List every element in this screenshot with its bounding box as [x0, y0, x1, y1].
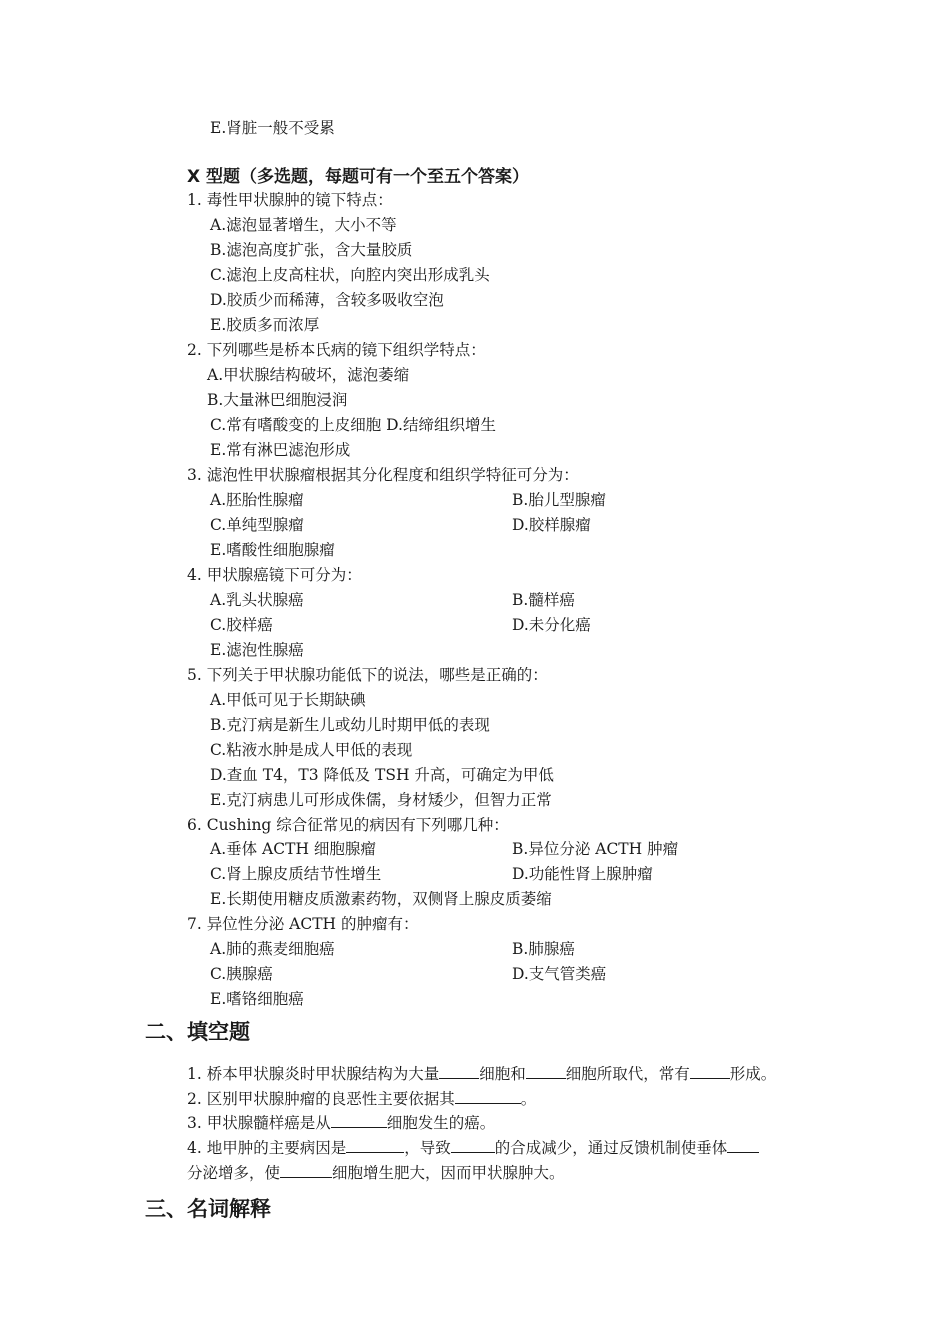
option-c: C.滤泡上皮高柱状，向腔内突出形成乳头	[210, 266, 490, 284]
option-e: E.克汀病患儿可形成侏儒，身材矮少，但智力正常	[210, 791, 552, 809]
fill-question-1: 1. 桥本甲状腺炎时甲状腺结构为大量 细胞和 细胞所取代，常有 形成。	[187, 1065, 777, 1083]
option-a: A.肺的燕麦细胞癌	[210, 940, 335, 958]
option-a: A.滤泡显著增生，大小不等	[210, 216, 397, 234]
option-b: B.髓样癌	[512, 591, 575, 609]
answer-blank[interactable]	[690, 1063, 730, 1079]
fill-question-2: 2. 区别甲状腺肿瘤的良恶性主要依据其 。	[187, 1090, 537, 1108]
answer-blank[interactable]	[331, 1112, 387, 1128]
section-title-term-definitions: 三、名词解释	[145, 1197, 271, 1221]
option-e: E.长期使用糖皮质激素药物，双侧肾上腺皮质萎缩	[210, 890, 552, 908]
option-b: B.大量淋巴细胞浸润	[207, 391, 348, 409]
option-d: D.功能性肾上腺肿瘤	[512, 865, 653, 883]
option-c: C.肾上腺皮质结节性增生	[210, 865, 382, 883]
question-3: 3. 滤泡性甲状腺瘤根据其分化程度和组织学特征可分为：	[187, 466, 579, 484]
option-a: A.垂体 ACTH 细胞腺瘤	[210, 840, 376, 858]
option-b: B.肺腺癌	[512, 940, 575, 958]
option-c-d: C.常有嗜酸变的上皮细胞 D.结缔组织增生	[210, 416, 496, 434]
option-e: E.嗜酸性细胞腺瘤	[210, 541, 335, 559]
option-d: D.支气管类癌	[512, 965, 607, 983]
option-b: B.克汀病是新生儿或幼儿时期甲低的表现	[210, 716, 490, 734]
fill-question-4: 4. 地甲肿的主要病因是 ，导致 的合成减少，通过反馈机制使垂体	[187, 1137, 759, 1158]
option-a: A.甲状腺结构破坏，滤泡萎缩	[207, 366, 410, 384]
option-a: A.甲低可见于长期缺碘	[210, 691, 366, 709]
section-title-fill-blank: 二、填空题	[145, 1020, 250, 1044]
x-type-heading: X 型题（多选题，每题可有一个至五个答案）	[187, 167, 530, 187]
question-5: 5. 下列关于甲状腺功能低下的说法，哪些是正确的：	[187, 666, 548, 684]
option-e: E.胶质多而浓厚	[210, 316, 320, 334]
answer-blank[interactable]	[455, 1088, 521, 1104]
option-a: A.乳头状腺癌	[210, 591, 304, 609]
question-1: 1. 毒性甲状腺肿的镜下特点：	[187, 191, 393, 209]
option-c: C.单纯型腺瘤	[210, 516, 304, 534]
option-d: D.胶质少而稀薄，含较多吸收空泡	[210, 291, 444, 309]
option-b: B.滤泡高度扩张，含大量胶质	[210, 241, 413, 259]
option-c: C.胰腺癌	[210, 965, 273, 983]
fill-question-3: 3. 甲状腺髓样癌是从 细胞发生的癌。	[187, 1114, 496, 1132]
option-c: C.胶样癌	[210, 616, 273, 634]
option-a: A.胚胎性腺瘤	[210, 491, 304, 509]
option-c: C.粘液水肿是成人甲低的表现	[210, 741, 413, 759]
answer-blank[interactable]	[346, 1137, 404, 1153]
option-e: E.嗜铬细胞癌	[210, 990, 304, 1008]
option-e: E.常有淋巴滤泡形成	[210, 441, 351, 459]
option-b: B.胎儿型腺瘤	[512, 491, 606, 509]
option-d: D.查血 T4，T3 降低及 TSH 升高，可确定为甲低	[210, 766, 554, 784]
option-e: E.滤泡性腺癌	[210, 641, 304, 659]
answer-blank[interactable]	[451, 1137, 495, 1153]
question-6: 6. Cushing 综合征常见的病因有下列哪几种：	[187, 816, 509, 834]
question-4: 4. 甲状腺癌镜下可分为：	[187, 566, 362, 584]
answer-blank[interactable]	[526, 1063, 566, 1079]
option-b: B.异位分泌 ACTH 肿瘤	[512, 840, 679, 858]
answer-blank[interactable]	[439, 1063, 479, 1079]
answer-blank[interactable]	[727, 1137, 759, 1153]
option-d: D.胶样腺瘤	[512, 516, 591, 534]
question-2: 2. 下列哪些是桥本氏病的镜下组织学特点：	[187, 341, 486, 359]
answer-blank[interactable]	[280, 1162, 332, 1178]
fill-question-4-continued: 分泌增多，使 细胞增生肥大，因而甲状腺肿大。	[187, 1164, 565, 1182]
option-e: E.肾脏一般不受累	[210, 119, 335, 137]
option-d: D.未分化癌	[512, 616, 591, 634]
question-7: 7. 异位性分泌 ACTH 的肿瘤有：	[187, 915, 419, 933]
